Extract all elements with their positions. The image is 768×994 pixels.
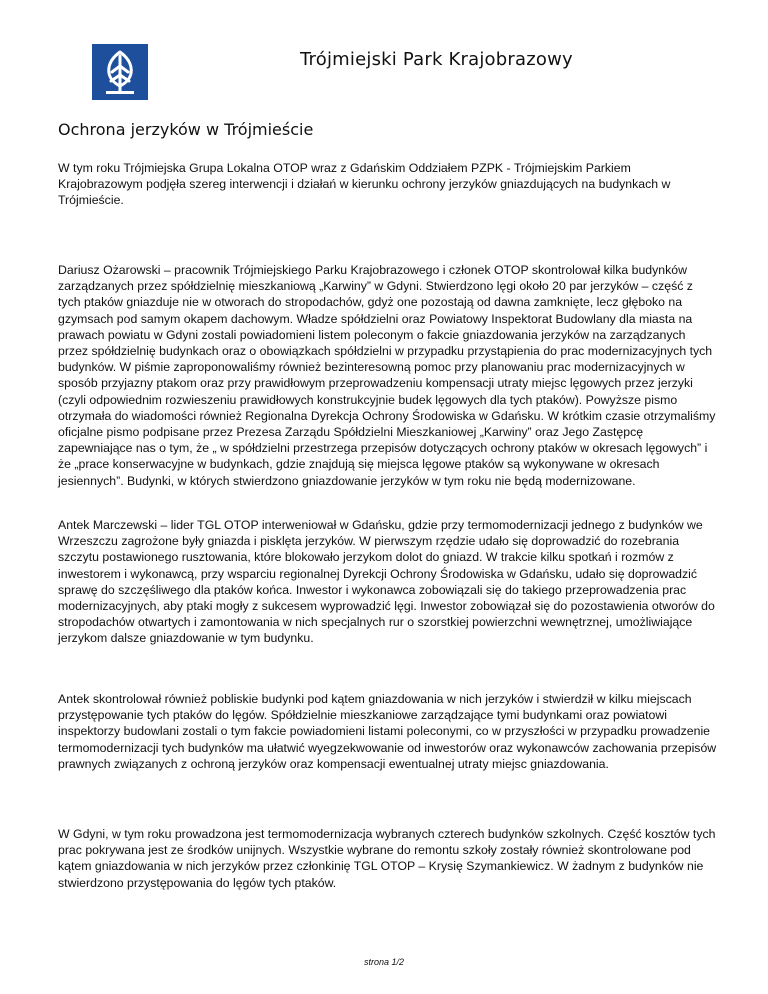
article-paragraph-5: W Gdyni, w tym roku prowadzona jest termomodernizacja wybranych czterech budynków szkolnych. Część kosztów tych prac pokrywana jest ze środków unijnych. Wszystkie wybrane do remontu szkoły zostały również skontrolowane pod kątem gniazdowania w nich jerzyków przez członkinię TGL OTOP – Krysię Szymankiewicz. W żadnym z budynków nie stwierdzono przystępowania do lęgów tych ptaków. — [58, 827, 716, 890]
article-paragraph-4: Antek skontrolował również pobliskie budynki pod kątem gniazdowania w nich jerzyków i stwierdził w kilku miejscach przystępowanie tych ptaków do lęgów. Spółdzielnie mieszkaniowe zarządzające tymi budynkami oraz powiatowi inspektorzy budowlani zostali o tym fakcie powiadomieni listami poleconymi, co w przyszłości w przypadku prowadzenie termomodernizacji tych budynków ma ułatwić wyegzekwowanie od inwestorów oraz wykonawców zachowania przepisów prawnych związanych z ochroną jerzyków oraz kompensacji ewentualnej utraty miejsc gniazdowania. — [58, 692, 717, 771]
article-title: Ochrona jerzyków w Trójmieście — [58, 120, 314, 139]
page-number: strona 1/2 — [363, 957, 405, 967]
article-paragraph-3: Antek Marczewski – lider TGL OTOP interweniował w Gdańsku, gdzie przy termomodernizacji jednego z budynków we Wrzeszczu zagrożone były gniazda i pisklęta jerzyków. W pierwszym rzędzie udało się doprowadzić do rozebrania szczytu postawionego rusztowania, które blokowało jerzykom dolot do gniazd. W trakcie kilku spotkań i rozmów z inwestorem i wykonawcą, przy wsparciu regionalnej Dyrekcji Ochrony Środowiska w Gdańsku, udało się doprowadzić sprawę do szczęśliwego dla ptaków końca. Inwestor i wykonawca zobowiązali się do takiego przeprowadzenia prac modernizacyjnych, aby ptaki mogły z sukcesem wyprowadzić lęgi. Inwestor zobowiązał się do pozostawienia otworów do stropodachów otwartych i zamontowania w nich specjalnych rur o szorstkiej powierzchni wewnętrznej, umożliwiające jerzykom dalsze gniazdowanie w tym budynku. — [58, 518, 715, 646]
article-paragraph-1: W tym roku Trójmiejska Grupa Lokalna OTOP wraz z Gdańskim Oddziałem PZPK - Trójmiejskim Parkiem Krajobrazowym podjęła szereg interwencji i działań w kierunku ochrony jerzyków gniazdujących na budynkach w Trójmieście. — [58, 161, 671, 208]
site-title: Trójmiejski Park Krajobrazowy — [300, 49, 573, 70]
park-logo-icon — [92, 44, 148, 100]
article-paragraph-2: Dariusz Ożarowski – pracownik Trójmiejskiego Parku Krajobrazowego i członek OTOP skontrolował kilka budynków zarządzanych przez spółdzielnię mieszkaniową „Karwiny” w Gdyni. Stwierdzono lęgi około 20 par jerzyków – część z tych ptaków gniazduje nie w otworach do stropodachów, gdyż one pozostają od dawna zamknięte, lecz głęboko na gzymsach pod samym okapem dachowym. Władze spółdzielni oraz Powiatowy Inspektorat Budowlany dla miasta na prawach powiatu w Gdyni zostali powiadomieni listem poleconym o fakcie gniazdowania jerzyków na zarządzanych przez spółdzielnię budynkach oraz o obowiązkach spółdzielni w przypadku przystąpienia do prac modernizacyjnych tych budynków. W piśmie zaproponowaliśmy również bezinteresowną pomoc przy planowaniu prac modernizacyjnych w sposób przyjazny ptakom oraz przy prawidłowym przeprowadzeniu kompensacji utraty miejsc lęgowych przez jerzyki (czyli odpowiednim rozwieszeniu prawidłowych konstrukcyjnie budek lęgowych dla tych ptaków). Powyższe pismo otrzymała do wiadomości również Regionalna Dyrekcja Ochrony Środowiska w Gdańsku. W krótkim czasie otrzymaliśmy oficjalne pismo podpisane przez Prezesa Zarządu Spółdzielni Mieszkaniowej „Karwiny” oraz Jego Zastępcę zapewniające nas o tym, że „ w spółdzielni przestrzega przepisów dotyczących ochrony ptaków w okresach lęgowych” i że „prace konserwacyjne w budynkach, gdzie znajdują się miejsca lęgowe ptaków są wykonywane w okresach jesiennych”. Budynki, w których stwierdzono gniazdowanie jerzyków w tym roku nie będą modernizowane. — [58, 263, 716, 488]
